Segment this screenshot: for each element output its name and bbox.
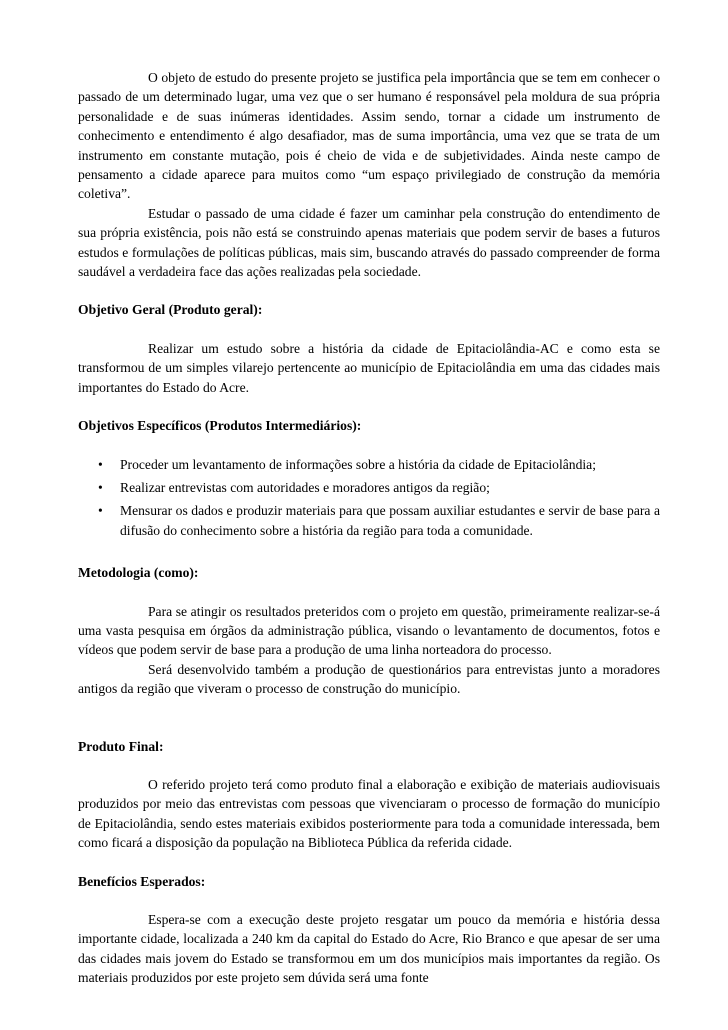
bullet-icon: • — [98, 503, 103, 519]
intro-paragraph-2: Estudar o passado de uma cidade é fazer um caminhar pela construção do entendimento de sua própria existência, pois não está se construindo apenas materiais que podem servir de bases a futuros estudos e formulações de políticas públicas, mais sim, buscando através do passado compreender de forma saudável a verdadeira face das ações realizadas pela sociedade. — [78, 205, 660, 280]
produto-final-heading: Produto Final: — [78, 738, 164, 754]
metodologia-paragraph-1: Para se atingir os resultados preteridos com o projeto em questão, primeiramente realizar-se-á uma vasta pesquisa em órgãos da administração pública, visando o levantamento de documentos, fotos e vídeos que podem servir de base para a produção de uma linha norteadora do processo. — [78, 603, 660, 658]
objetivos-especificos-heading: Objetivos Específicos (Produtos Intermediários): — [78, 418, 362, 434]
list-item-text: Mensurar os dados e produzir materiais para que possam auxiliar estudantes e servir de base para a difusão do conhecimento sobre a história da região para toda a comunidade. — [120, 503, 660, 538]
intro-paragraph-1: O objeto de estudo do presente projeto se justifica pela importância que se tem em conhecer o passado de um determinado lugar, uma vez que o ser humano é responsável pela moldura de sua própria personalidade e de suas inúmeras identidades. Assim sendo, tornar a cidade um instrumento de conhecimento e entendimento é algo desafiador, mas de suma importância, uma vez que se trata de um instrumento em constante mutação, pois é cheio de vida e de subjetividades. Ainda neste campo de pensamento a cidade aparece para muitos como “um espaço privilegiado de construção da memória coletiva”. — [78, 70, 660, 202]
objetivo-geral-heading: Objetivo Geral (Produto geral): — [78, 302, 263, 318]
objetivo-geral-text: Realizar um estudo sobre a história da cidade de Epitaciolândia-AC e como esta se transformou de um simples vilarejo pertencente ao município de Epitaciolândia em uma das cidades mais importantes do Estado do Acre. — [78, 340, 660, 395]
objetivos-especificos-list — [78, 455, 660, 541]
list-item — [98, 501, 660, 540]
list-item-text: Realizar entrevistas com autoridades e moradores antigos da região; — [120, 479, 490, 495]
bullet-icon: • — [98, 479, 103, 495]
metodologia-heading: Metodologia (como): — [78, 565, 199, 581]
produto-final-text: O referido projeto terá como produto final a elaboração e exibição de materiais audiovisuais produzidos por meio das entrevistas com pessoas que vivenciaram o processo de formação do município de Epitaciolândia, sendo estes materiais exibidos posteriormente para toda a comunidade interessada, bem como ficará a disposição da população na Biblioteca Pública da referida cidade. — [78, 776, 660, 851]
document-page — [78, 68, 660, 988]
bullet-icon: • — [98, 456, 103, 472]
list-item — [98, 455, 660, 474]
list-item — [98, 478, 660, 497]
metodologia-paragraph-2: Será desenvolvido também a produção de questionários para entrevistas junto a moradores antigos da região que viveram o processo de construção do município. — [78, 661, 660, 697]
beneficios-text: Espera-se com a execução deste projeto resgatar um pouco da memória e história dessa importante cidade, localizada a 240 km da capital do Estado do Acre, Rio Branco e que apesar de ser uma das cidades mais jovem do Estado se transformou em um dos municípios mais importantes da região. Os materiais produzidos por este projeto sem dúvida será uma fonte — [78, 912, 660, 986]
list-item-text: Proceder um levantamento de informações sobre a história da cidade de Epitaciolândia; — [120, 456, 596, 472]
beneficios-heading: Benefícios Esperados: — [78, 873, 206, 889]
